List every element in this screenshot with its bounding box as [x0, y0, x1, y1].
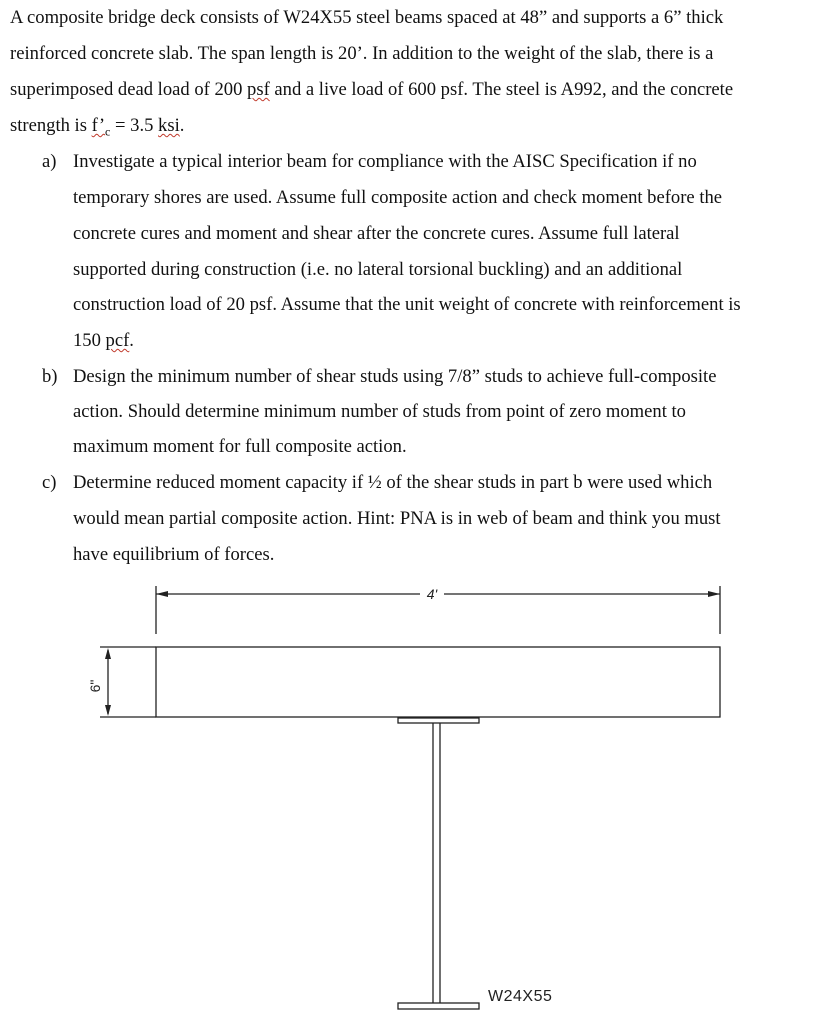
- thickness-arrow-bottom: [105, 705, 111, 716]
- spell-flag: pcf: [105, 330, 130, 351]
- part-b-line-1: Design the minimum number of shear studs using 7/8” studs to achieve full-composite: [73, 366, 717, 387]
- part-a-line-5: construction load of 20 psf. Assume that the unit weight of concrete with reinforcement is: [73, 294, 741, 315]
- spell-flag: psf: [247, 79, 270, 100]
- part-a-line-6: 150 pcf.: [73, 330, 134, 351]
- part-b-line-2: action. Should determine minimum number of studs from point of zero moment to: [73, 401, 686, 422]
- concrete-slab: [156, 647, 720, 717]
- thickness-arrow-top: [105, 648, 111, 659]
- part-a-label: a): [42, 151, 57, 172]
- intro-line-2: reinforced concrete slab. The span length is 20’. In addition to the weight of the slab, there is a: [10, 43, 714, 64]
- part-a-line-2: temporary shores are used. Assume full composite action and check moment before the: [73, 187, 723, 208]
- part-a-line-4: supported during construction (i.e. no lateral torsional buckling) and an additional: [73, 259, 683, 280]
- part-c-line-3: have equilibrium of forces.: [73, 544, 275, 565]
- width-label: 4': [426, 586, 438, 602]
- part-a-line-1: Investigate a typical interior beam for compliance with the AISC Specification if no: [73, 151, 697, 172]
- part-c-line-2: would mean partial composite action. Hint: PNA is in web of beam and think you must: [73, 508, 721, 529]
- beam-top-flange: [398, 718, 479, 723]
- width-arrow-left: [156, 591, 168, 597]
- intro-line-1: A composite bridge deck consists of W24X55 steel beams spaced at 48” and supports a 6” thick: [10, 7, 724, 28]
- beam-label: W24X55: [488, 988, 553, 1005]
- thickness-label: 6": [87, 679, 103, 693]
- part-b-line-3: maximum moment for full composite action.: [73, 436, 407, 457]
- intro-line-3: superimposed dead load of 200 psf and a live load of 600 psf. The steel is A992, and the concrete: [10, 79, 734, 100]
- part-b-label: b): [42, 366, 58, 387]
- part-a-line-3: concrete cures and moment and shear after the concrete cures. Assume full lateral: [73, 223, 680, 244]
- beam-bottom-flange: [398, 1003, 479, 1009]
- cross-section-figure: [0, 574, 836, 1024]
- width-arrow-right: [708, 591, 720, 597]
- intro-line-4: strength is $f’_c = 3.5$ ksi.: [10, 115, 185, 139]
- spell-flag: $f’_c$: [91, 115, 111, 139]
- part-c-line-1: Determine reduced moment capacity if ½ of the shear studs in part b were used which: [73, 472, 713, 493]
- part-c-label: c): [42, 472, 57, 493]
- spell-flag: ksi: [158, 115, 180, 136]
